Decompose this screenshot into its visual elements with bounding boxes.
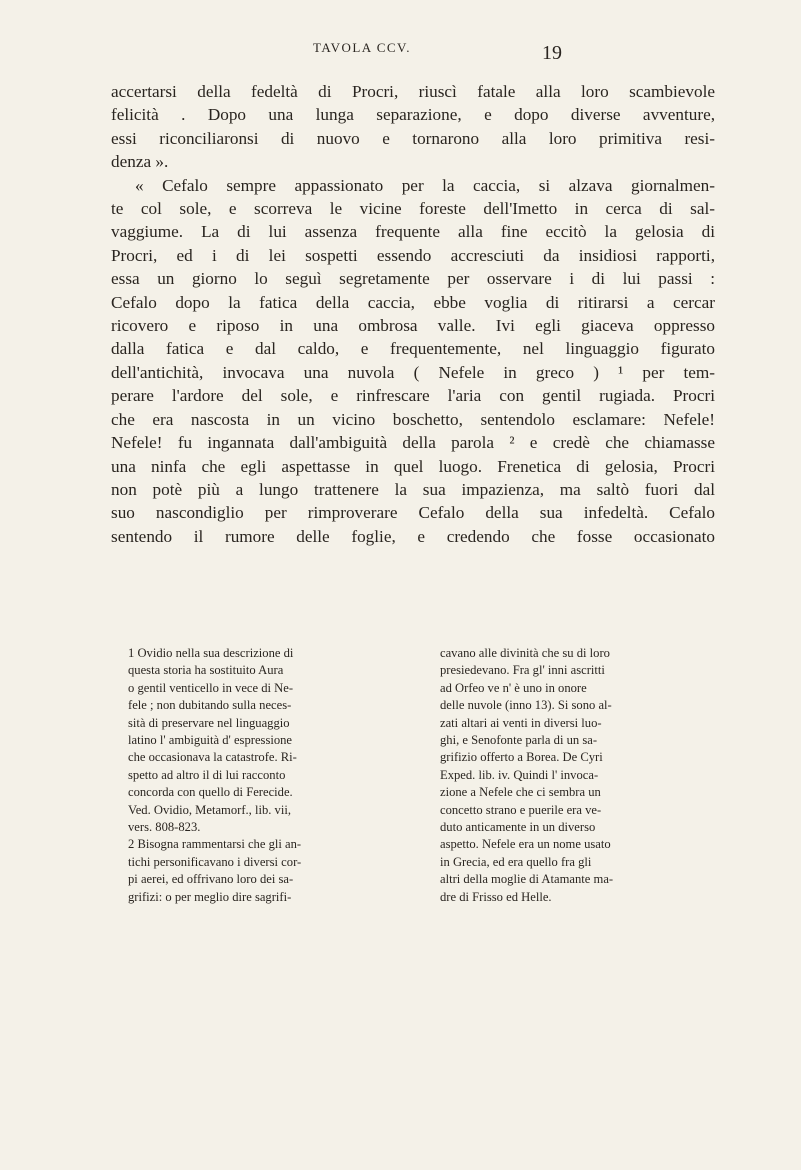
text-line: accertarsi della fedeltà di Procri, riuscì fatale alla loro scambievole: [111, 82, 715, 101]
footnotes-left-column: [128, 645, 390, 906]
text-line: suo nascondiglio per rimproverare Cefalo della sua infedeltà. Cefalo: [111, 503, 715, 523]
text-line: denza ».: [111, 152, 169, 172]
footnote-line: in Grecia, ed era quello fra gli: [440, 854, 592, 869]
text-line: Cefalo dopo la fatica della caccia, ebbe voglia di ritirarsi a cercar: [111, 292, 715, 312]
footnote-line: zati altari ai venti in diversi luo-: [440, 715, 602, 730]
text-line: una ninfa che egli aspettasse in quel luogo. Frenetica di gelosia, Procri: [111, 456, 715, 476]
text-line: sentendo il rumore delle foglie, e credendo che fosse occasionato: [111, 526, 715, 546]
footnote-line: delle nuvole (inno 13). Si sono al-: [440, 698, 612, 713]
footnote-line: questa storia ha sostituito Aura: [128, 663, 284, 678]
footnote-line: ad Orfeo ve n' è uno in onore: [440, 680, 587, 695]
footnote-line: zione a Nefele che ci sembra un: [440, 785, 601, 800]
footnote-line: fele ; non dubitando sulla neces-: [128, 698, 292, 713]
footnote-line: o gentil venticello in vece di Ne-: [128, 680, 294, 695]
text-line: te col sole, e scorreva le vicine foreste dell'Imetto in cerca di sal-: [111, 199, 715, 219]
text-line: essa un giorno lo seguì segretamente per osservare i di lui passi :: [111, 269, 715, 289]
footnote-line: grifizio offerto a Borea. De Cyri: [440, 750, 603, 765]
footnote-line: Ved. Ovidio, Metamorf., lib. vii,: [128, 802, 291, 817]
footnote-line: 1 Ovidio nella sua descrizione di: [128, 646, 294, 660]
footnote-line: vers. 808-823.: [128, 820, 201, 835]
footnote-line: altri della moglie di Atamante ma-: [440, 872, 614, 887]
page-number: 19: [542, 42, 562, 64]
footnote-line: cavano alle divinità che su di loro: [440, 646, 610, 660]
footnote-line: pi aerei, ed offrivano loro dei sa-: [128, 872, 294, 887]
text-line: ricovero e riposo in una ombrosa valle. Ivi egli giaceva oppresso: [111, 316, 715, 336]
footnote-line: aspetto. Nefele era un nome usato: [440, 837, 611, 852]
text-line: essi riconciliaronsi di nuovo e tornarono alla loro primitiva resi-: [111, 128, 715, 148]
footnote-line: concorda con quello di Ferecide.: [128, 785, 293, 800]
footnote-line: presiedevano. Fra gl' inni ascritti: [440, 663, 605, 678]
footnote-line: grifizi: o per meglio dire sagrifi-: [128, 889, 292, 904]
text-line: Nefele! fu ingannata dall'ambiguità della parola ² e credè che chiamasse: [111, 433, 715, 453]
text-line: che era nascosta in un vicino boschetto, sentendolo esclamare: Nefele!: [111, 409, 715, 429]
text-line: perare l'ardore del sole, e rinfrescare l'aria con gentil rugiada. Procri: [111, 386, 715, 406]
footnote-line: duto anticamente in un diverso: [440, 820, 596, 835]
footnote-line: latino l' ambiguità d' espressione: [128, 733, 293, 748]
footnotes-right-column: [440, 645, 696, 906]
footnote-line: dre di Frisso ed Helle.: [440, 889, 552, 904]
text-line: Procri, ed i di lei sospetti essendo accresciuti da insidiosi rapporti,: [111, 245, 715, 265]
main-text: [111, 80, 715, 548]
running-head: [262, 40, 562, 64]
footnote-line: Exped. lib. iv. Quindi l' invoca-: [440, 767, 599, 782]
footnote-line: tichi personificavano i diversi cor-: [128, 854, 302, 869]
text-line: dell'antichità, invocava una nuvola ( Nefele in greco ) ¹ per tem-: [111, 362, 715, 382]
text-line: dalla fatica e dal caldo, e frequentemente, nel linguaggio figurato: [111, 339, 715, 359]
footnote-line: che occasionava la catastrofe. Ri-: [128, 750, 297, 765]
text-line: non potè più a lungo trattenere la sua impazienza, ma saltò fuori dal: [111, 479, 715, 499]
text-line: « Cefalo sempre appassionato per la caccia, si alzava giornalmen-: [135, 175, 715, 195]
footnote-line: 2 Bisogna rammentarsi che gli an-: [128, 837, 302, 852]
text-line: vaggiume. La di lui assenza frequente alla fine eccitò la gelosia di: [111, 222, 715, 242]
footnote-line: concetto strano e puerile era ve-: [440, 802, 602, 817]
footnote-line: spetto ad altro il di lui racconto: [128, 767, 286, 782]
footnote-line: sità di preservare nel linguaggio: [128, 715, 290, 730]
footnote-line: ghi, e Senofonte parla di un sa-: [440, 733, 598, 748]
plate-title: TAVOLA CCV.: [312, 40, 412, 55]
text-line: felicità . Dopo una lunga separazione, e dopo diverse avventure,: [111, 105, 715, 125]
